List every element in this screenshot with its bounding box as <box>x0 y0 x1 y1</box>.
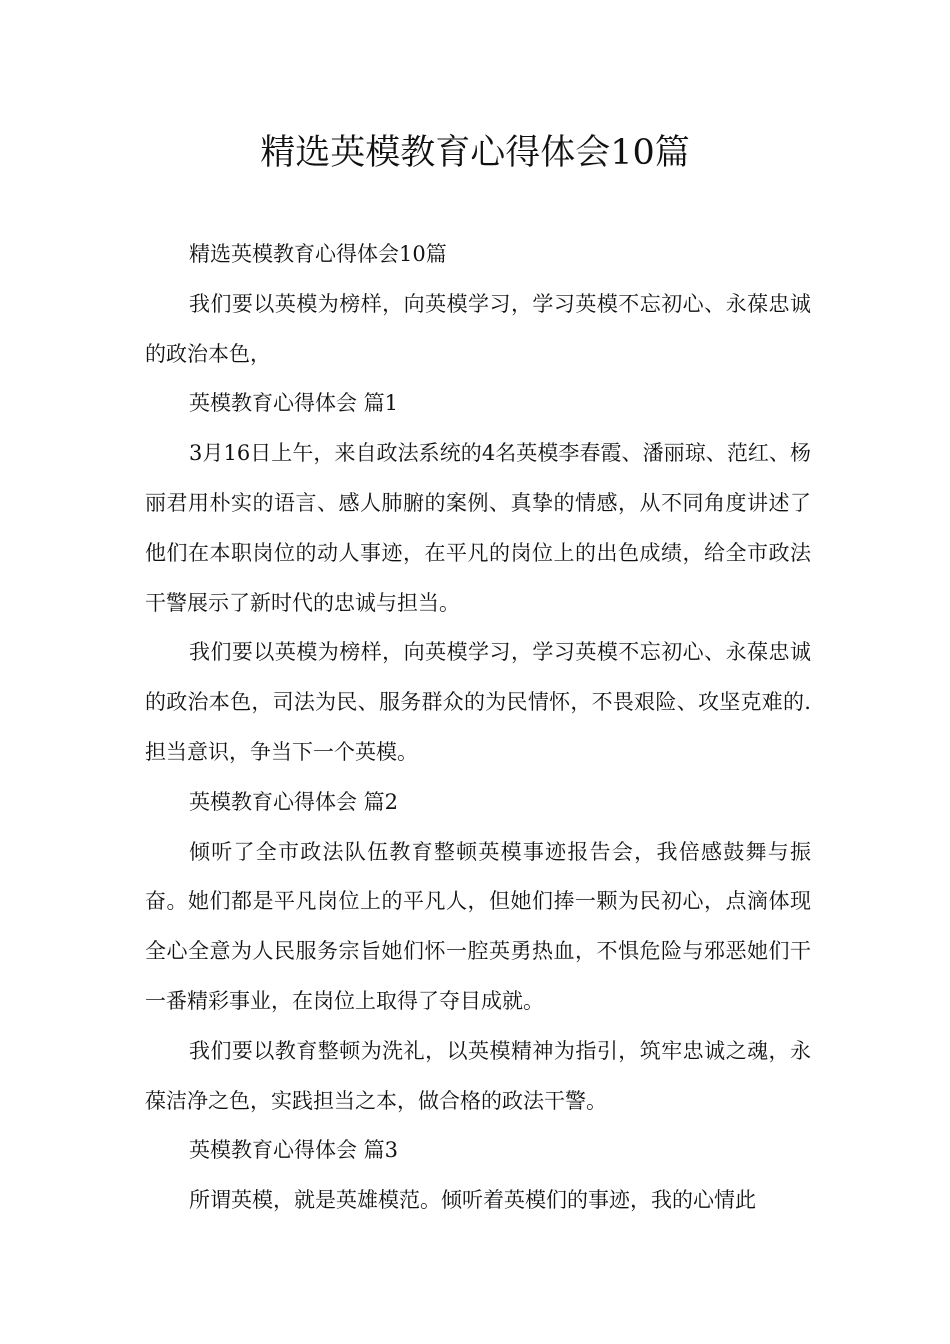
paragraph-1b: 我们要以英模为榜样，向英模学习，学习英模不忘初心、永葆忠诚的政治本色，司法为民、服务群众的为民情怀，不畏艰险、攻坚克难的.担当意识，争当下一个英模。 <box>145 640 811 764</box>
paragraph-intro: 我们要以英模为榜样，向英模学习，学习英模不忘初心、永葆忠诚的政治本色， <box>145 291 811 366</box>
paragraph-2a: 倾听了全市政法队伍教育整顿英模事迹报告会，我倍感鼓舞与振奋。她们都是平凡岗位上的平凡人，但她们捧一颗为民初心，点滴体现全心全意为人民服务宗旨她们怀一腔英勇热血，不惧危险与邪恶她们干一番精彩事业，在岗位上取得了夺目成就。 <box>145 839 811 1013</box>
document-body <box>145 230 811 1226</box>
paragraph-3a: 所谓英模，就是英雄模范。倾听着英模们的事迹，我的心情此 <box>189 1188 756 1213</box>
paragraph-subtitle: 精选英模教育心得体会10篇 <box>189 242 447 266</box>
paragraph-1a: 3月16日上午，来自政法系统的4名英模李春霞、潘丽琼、范红、杨丽君用朴实的语言、感人肺腑的案例、真挚的情感，从不同角度讲述了他们在本职岗位的动人事迹，在平凡的岗位上的出色成绩，给全市政法干警展示了新时代的忠诚与担当。 <box>145 441 811 615</box>
section-heading-2: 英模教育心得体会 篇2 <box>189 789 399 814</box>
paragraph-2b: 我们要以教育整顿为洗礼，以英模精神为指引，筑牢忠诚之魂，永葆洁净之色，实践担当之本，做合格的政法干警。 <box>145 1038 811 1113</box>
section-heading-3: 英模教育心得体会 篇3 <box>189 1138 399 1163</box>
document-title: 精选英模教育心得体会10篇 <box>260 133 690 173</box>
section-heading-1: 英模教育心得体会 篇1 <box>189 391 399 416</box>
